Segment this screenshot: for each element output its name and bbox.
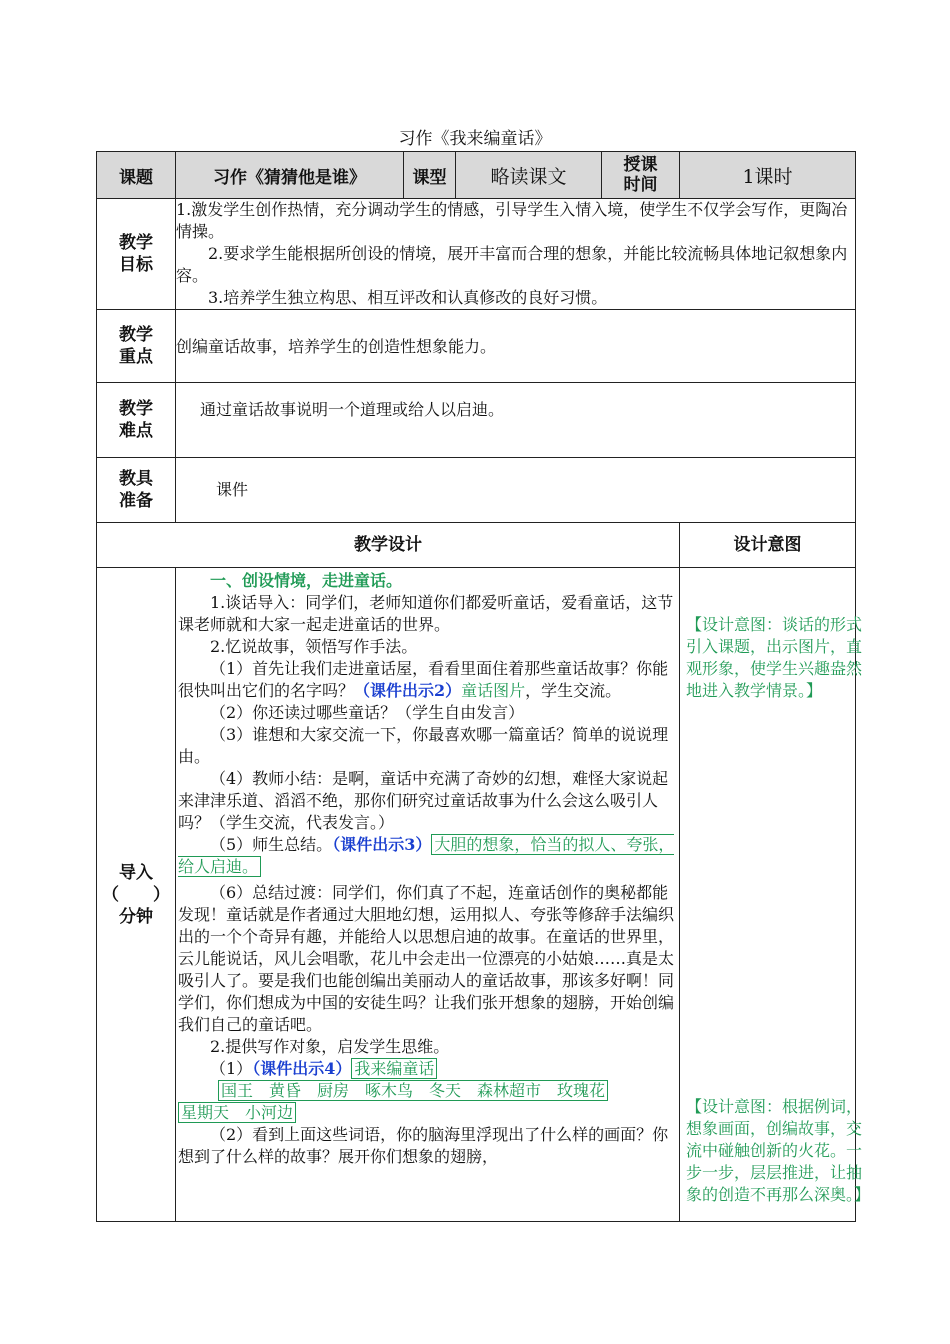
goal-1: 1.激发学生创作热情，充分调动学生的情感，引导学生入情入境，使学生不仅学会写作，更陶冶情操。 xyxy=(176,200,848,241)
section-header-row xyxy=(97,523,856,568)
intro-p11: （2）看到上面这些词语，你的脑海里浮现出了什么样的画面？你想到了什么样的故事？展开你们想象的翅膀， xyxy=(178,1125,669,1166)
keypoints-label xyxy=(97,310,176,383)
intro-p5: （3）谁想和大家交流一下，你最喜欢哪一篇童话？简单的说说理由。 xyxy=(178,725,669,766)
intro-p2: 2.忆说故事，领悟写作手法。 xyxy=(210,637,418,656)
goals-label-2: 目标 xyxy=(119,255,153,275)
intro-p6: （4）教师小结：是啊，童话中充满了奇妙的幻想，难怪大家说起来津津乐道、滔滔不绝，那你们研究过童话故事为什么会这么吸引人吗？（学生交流，代表发言。） xyxy=(178,769,669,832)
intro-p3-tail: ，学生交流。 xyxy=(525,681,622,700)
intro-label xyxy=(97,568,176,1222)
intent-1: 【设计意图：谈话的形式引入课题，出示图片，直观形象，使学生兴趣盎然地进入教学情景。】 xyxy=(686,615,863,700)
goals-row xyxy=(97,199,856,310)
intro-label-1: 导入 xyxy=(119,862,153,883)
difficulties-label xyxy=(97,383,176,458)
intro-row xyxy=(97,568,856,1222)
tools-row xyxy=(97,458,856,523)
tools-label xyxy=(97,458,176,523)
intro-p9: 2.提供写作对象，启发学生思维。 xyxy=(210,1037,450,1056)
tools-label-1: 教具 xyxy=(119,469,153,489)
courseware-4: （课件出示4） xyxy=(252,1059,352,1078)
keypoints-label-1: 教学 xyxy=(119,325,153,345)
word-list-1 xyxy=(178,1080,675,1102)
type-label: 课型 xyxy=(404,152,456,199)
document-title: 习作《我来编童话》 xyxy=(398,129,552,149)
intro-design xyxy=(176,568,680,1222)
goals-content xyxy=(176,199,856,310)
word-list-2 xyxy=(178,1102,675,1124)
courseware-4-title: 我来编童话 xyxy=(351,1058,437,1079)
intro-p4: （2）你还读过哪些童话？（学生自由发言） xyxy=(210,703,525,722)
design-header: 教学设计 xyxy=(97,523,680,568)
difficulties-label-2: 难点 xyxy=(119,421,153,441)
intro-p7 xyxy=(178,834,675,878)
topic-value: 习作《猜猜他是谁》 xyxy=(176,152,404,199)
time-label-line1: 授课 xyxy=(623,155,658,175)
intro-label-2: （ ） xyxy=(102,884,170,905)
tools-label-2: 准备 xyxy=(119,491,153,511)
topic-label: 课题 xyxy=(97,152,176,199)
goal-3: 3.培养学生独立构思、相互评改和认真修改的良好习惯。 xyxy=(208,288,608,307)
difficulties-label-1: 教学 xyxy=(119,399,153,419)
goal-2: 2.要求学生能根据所创设的情境，展开丰富而合理的想象，并能比较流畅具体地记叙想象内容。 xyxy=(176,244,848,285)
courseware-3-content: 大胆的想象，恰当的拟人、夸张，给人启迪。 xyxy=(178,835,675,876)
time-label-line2: 时间 xyxy=(623,175,658,195)
goals-label xyxy=(97,199,176,310)
goals-label-1: 教学 xyxy=(119,233,153,253)
difficulties-content: 通过童话故事说明一个道理或给人以启迪。 xyxy=(176,383,856,458)
header-row xyxy=(97,152,856,199)
intro-p10 xyxy=(178,1058,675,1080)
time-value: 1课时 xyxy=(680,152,856,199)
intro-intent xyxy=(680,568,871,1222)
intent-header: 设计意图 xyxy=(680,523,856,568)
intro-p3-text: （1）首先让我们走进童话屋，看看里面住着那些童话故事？你能很快叫出它们的名字吗？ xyxy=(178,659,669,700)
intro-p3 xyxy=(178,658,675,702)
keypoints-content: 创编童话故事，培养学生的创造性想象能力。 xyxy=(176,310,856,383)
difficulties-row xyxy=(97,383,856,458)
intro-p8: （6）总结过渡：同学们，你们真了不起，连童话创作的奥秘都能发现！童话就是作者通过大胆地幻想，运用拟人、夸张等修辞手法编织出的一个个奇异有趣，并能给人以思想启迪的故事。在童话的世界里，云儿能说话，风儿会唱歌，花儿中会走出一位漂亮的小姑娘……真是太吸引人了。要是我们也能创编出美丽动人的童话故事，那该多好啊！同学们，你们想成为中国的安徒生吗？让我们张开想象的翅膀，开始创编我们自己的童话吧。 xyxy=(178,883,675,1034)
courseware-2-content: 童话图片 xyxy=(461,681,526,700)
time-label xyxy=(602,152,680,199)
courseware-3: （课件出示3） xyxy=(332,835,432,854)
intro-p10-text: （1） xyxy=(210,1059,253,1078)
type-value: 略读课文 xyxy=(456,152,602,199)
word-list-line1: 国王 黄昏 厨房 啄木鸟 冬天 森林超市 玫瑰花 xyxy=(218,1080,608,1101)
intro-heading: 一、创设情境，走进童话。 xyxy=(210,571,403,590)
tools-content: 课件 xyxy=(176,458,856,523)
word-list-line2: 星期天 小河边 xyxy=(178,1102,296,1123)
courseware-2: （课件出示2） xyxy=(354,681,462,700)
intro-label-3: 分钟 xyxy=(119,906,153,927)
intent-2: 【设计意图：根据例词，想象画面，创编故事，交流中碰触创新的火花。一步一步，层层推进，让抽象的创造不再那么深奥。】 xyxy=(686,1097,871,1204)
intro-p1: 1.谈话导入：同学们，老师知道你们都爱听童话，爱看童话，这节课老师就和大家一起走进童话的世界。 xyxy=(178,593,674,634)
intro-p7-text: （5）师生总结。 xyxy=(210,835,333,854)
lesson-plan-table xyxy=(96,151,871,1222)
keypoints-row xyxy=(97,310,856,383)
keypoints-label-2: 重点 xyxy=(119,347,153,367)
